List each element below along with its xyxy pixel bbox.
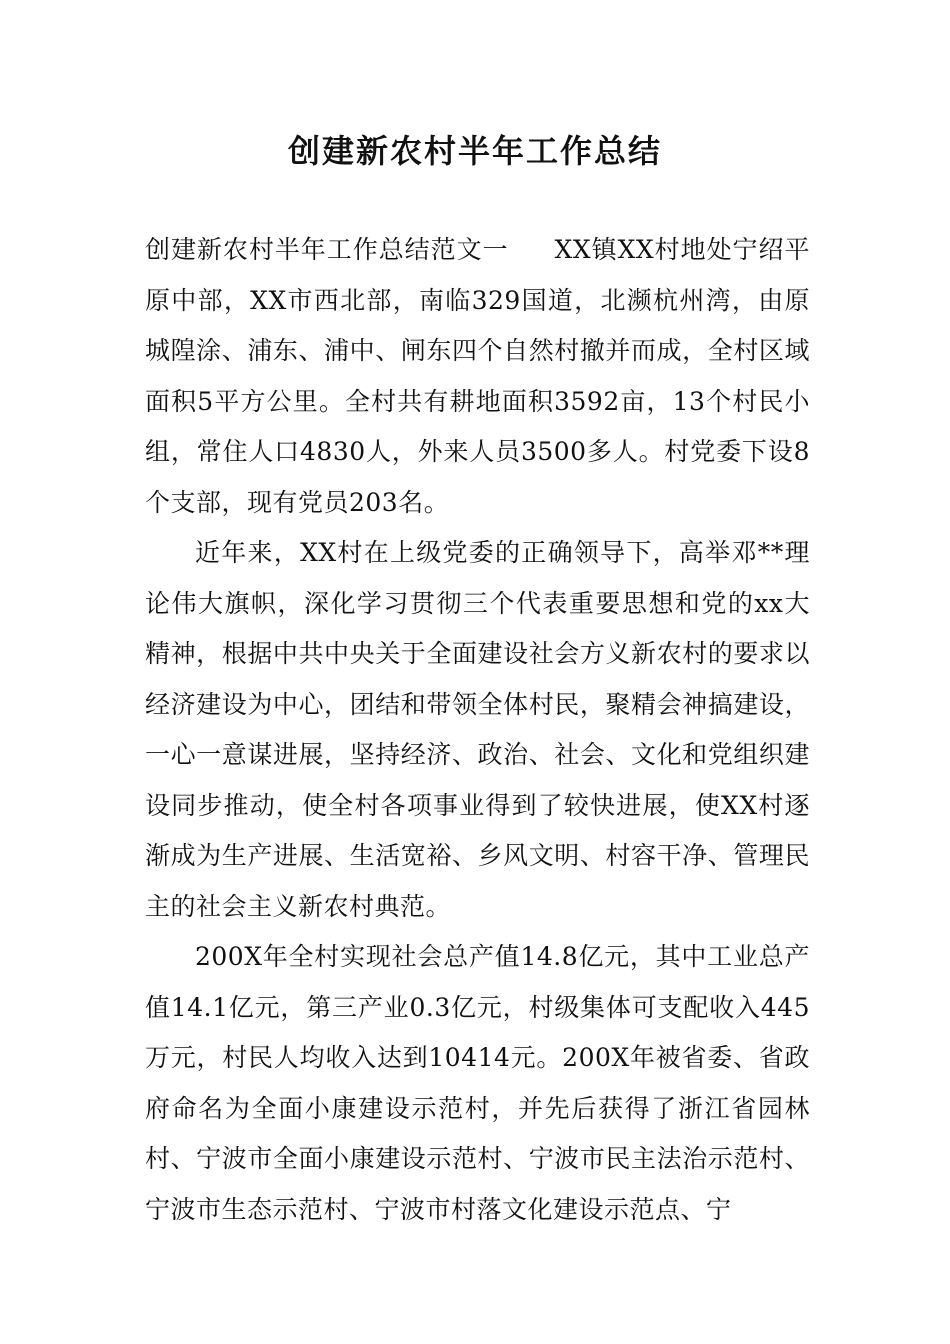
document-body <box>145 225 810 1235</box>
paragraph-2: 近年来，XX村在上级党委的正确领导下，高举邓**理论伟大旗帜，深化学习贯彻三个代表重要思想和党的xx大精神，根据中共中央关于全面建设社会方义新农村的要求以经济建设为中心，团结和带领全体村民，聚精会神搞建设，一心一意谋进展，坚持经济、政治、社会、文化和党组织建设同步推动，使全村各项事业得到了较快进展，使XX村逐渐成为生产进展、生活宽裕、乡风文明、村容干净、管理民主的社会主义新农村典范。 <box>145 538 810 921</box>
paragraph-1-text: XX镇XX村地处宁绍平原中部，XX市西北部，南临329国道，北濒杭州湾，由原城隍涂、浦东、浦中、闸东四个自然村撤并而成，全村区域面积5平方公里。全村共有耕地面积3592亩，13个村民小组，常住人口4830人，外来人员3500多人。村党委下设8个支部，现有党员203名。 <box>145 235 810 517</box>
paragraph-3: 200X年全村实现社会总产值14.8亿元，其中工业总产值14.1亿元，第三产业0.3亿元，村级集体可支配收入445万元，村民人均收入达到10414元。200X年被省委、省政府命名为全面小康建设示范村，并先后获得了浙江省园林村、宁波市全面小康建设示范村、宁波市民主法治示范村、宁波市生态示范村、宁波市村落文化建设示范点、宁 <box>145 942 810 1224</box>
paragraph-1 <box>145 225 810 528</box>
document-title: 创建新农村半年工作总结 <box>287 132 662 170</box>
paragraph-1-lead: 创建新农村半年工作总结范文一 <box>145 235 509 264</box>
